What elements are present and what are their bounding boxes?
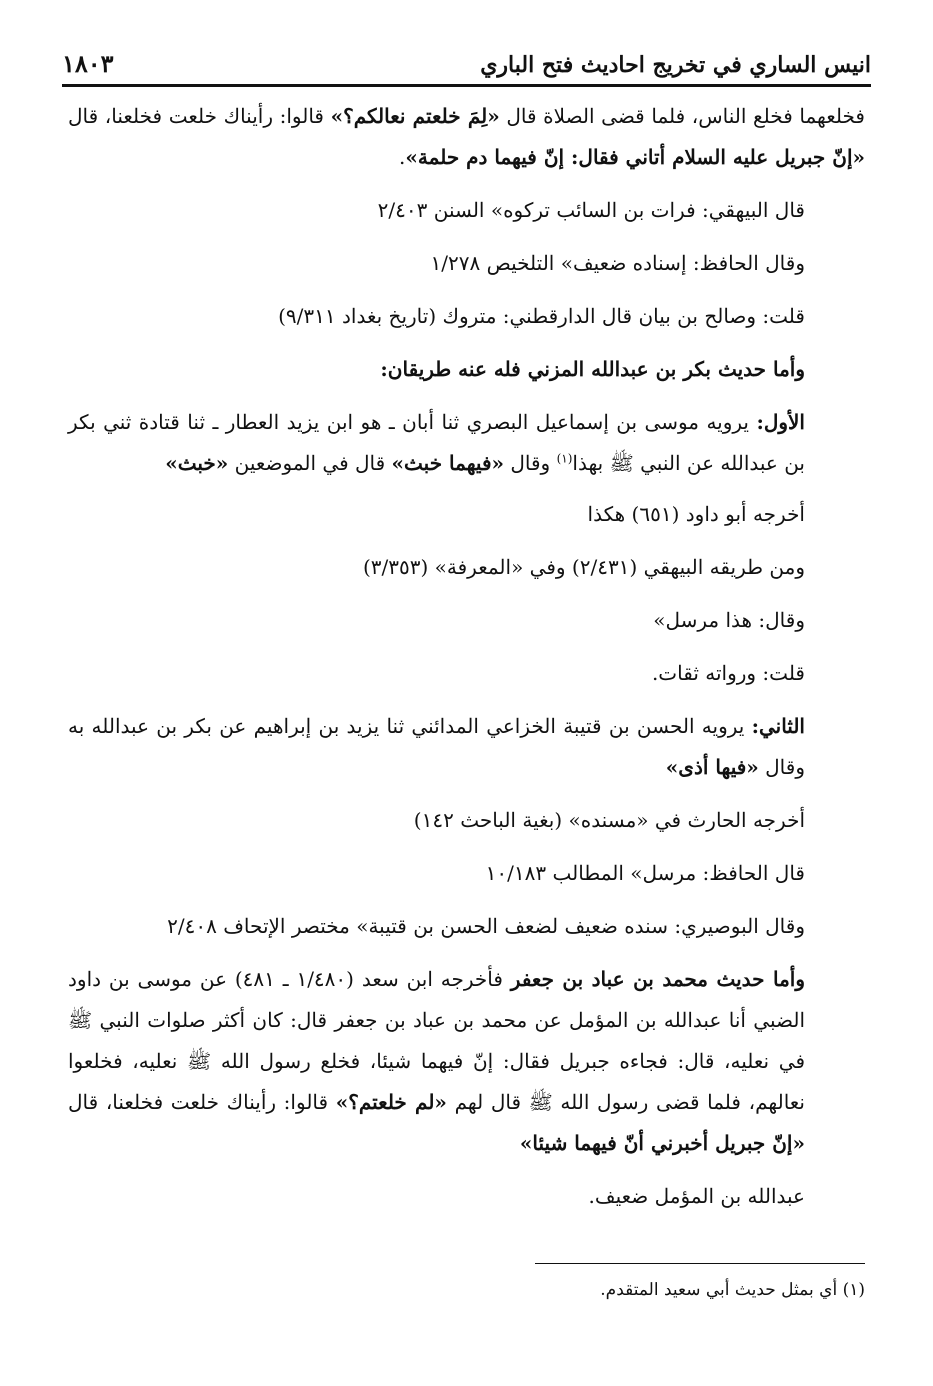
quote-bold: «خبث» [165,451,229,475]
paragraph-15 [68,959,865,1164]
main-text [68,96,865,1229]
quote-bold: «لم خلعتم؟» [335,1090,447,1114]
footnote-text: أي بمثل حديث أبي سعيد المتقدم. [600,1280,838,1300]
footnote-marker[interactable]: (١) [556,451,573,466]
text-run: قال في الموضعين [228,451,392,475]
label-bold: الثاني: [751,714,805,738]
paragraph-13 [68,853,865,894]
text-run: أخرجه أبو داود (٦٥١) هكذا [587,502,805,526]
text-run: وقال البوصيري: سنده ضعيف لضعف الحسن بن قتيبة» مختصر الإتحاف ٢/٤٠٨ [167,914,805,938]
paragraph-11 [68,706,865,788]
paragraph-2 [68,190,865,231]
text-run: وقال: هذا مرسل» [653,608,805,632]
footnote-number: (١) [842,1280,865,1300]
header-rule [62,84,871,87]
section-heading: وأما حديث محمد بن عباد بن جعفر [510,967,806,991]
text-run: يرويه الحسن بن قتيبة الخزاعي المدائني ثنا يزيد بن إبراهيم عن بكر بن عبدالله به وقال [68,714,805,779]
paragraph-6 [68,402,865,484]
footnotes [68,1275,865,1305]
paragraph-4 [68,296,865,337]
text-run: وقال [504,451,557,475]
paragraph-14 [68,906,865,947]
paragraph-12 [68,800,865,841]
paragraph-3 [68,243,865,284]
text-run: قالوا: رأيناك خلعت فخلعنا، قال [68,1090,336,1114]
paragraph-7 [68,494,865,535]
text-run: فخلعهما فخلع الناس، فلما قضى الصلاة قال [499,104,865,128]
text-run: أخرجه الحارث في «مسنده» (بغية الباحث ١٤٢) [413,808,805,832]
text-run: عبدالله بن المؤمل ضعيف. [588,1184,805,1208]
paragraph-8 [68,547,865,588]
text-run: قال البيهقي: فرات بن السائب تركوه» السنن ٢/٤٠٣ [377,198,805,222]
text-run: فأخرجه ابن سعد (١/٤٨٠ ـ ٤٨١) عن موسى بن داود الضبي أنا عبدالله بن المؤمل عن محمد بن عباد بن جعفر قال: كان أكثر صلوات النبي ﷺ في نعليه، قال: فجاءه جبريل فقال: إنّ فيهما شيئا، فخلع رسول الله ﷺ نعليه، فخلعوا نعالهم، فلما قضى رسول الله ﷺ قال لهم [68,967,805,1114]
label-bold: الأول: [756,410,805,434]
page-number: ١٨٠٣ [62,49,114,78]
paragraph-16 [68,1176,865,1217]
text-run: قلت: وصالح بن بيان قال الدارقطني: متروك (تاريخ بغداد ٩/٣١١) [278,304,805,328]
section-heading: وأما حديث بكر بن عبدالله المزني فله عنه طريقان: [380,357,805,381]
text-run: ومن طريقه البيهقي (٢/٤٣١) وفي «المعرفة» (٣/٣٥٣) [362,555,805,579]
paragraph-1 [68,96,865,178]
paragraph-10 [68,653,865,694]
quote-bold: «إنّ جبريل عليه السلام أتاني فقال: إنّ فيهما دم حلمة» [405,145,865,169]
footnote-1 [68,1275,865,1305]
paragraph-5 [68,349,865,390]
quote-bold: «لِمَ خلعتم نعالكم؟» [330,104,500,128]
quote-bold: «إنّ جبريل أخبرني أنّ فيهما شيئا» [519,1131,805,1155]
page-header [62,38,871,78]
text-run: وقال الحافظ: إسناده ضعيف» التلخيص ١/٢٧٨ [430,251,805,275]
text-run: يرويه موسى بن إسماعيل البصري ثنا أبان ـ هو ابن يزيد العطار ـ ثنا قتادة ثني بكر بن عبدالله عن النبي ﷺ بهذا [68,410,805,475]
quote-bold: «فيها أذى» [665,755,759,779]
paragraph-9 [68,600,865,641]
quote-bold: «فيهما خبث» [391,451,505,475]
text-run: قال الحافظ: مرسل» المطالب ١٠/١٨٣ [485,861,805,885]
text-run: . [399,145,406,169]
footnote-rule [535,1263,865,1264]
running-title: انيس الساري في تخريج احاديث فتح الباري [480,52,871,78]
text-run: قلت: ورواته ثقات. [651,661,805,685]
text-run: قالوا: رأيناك خلعت فخلعنا، قال [68,104,331,128]
